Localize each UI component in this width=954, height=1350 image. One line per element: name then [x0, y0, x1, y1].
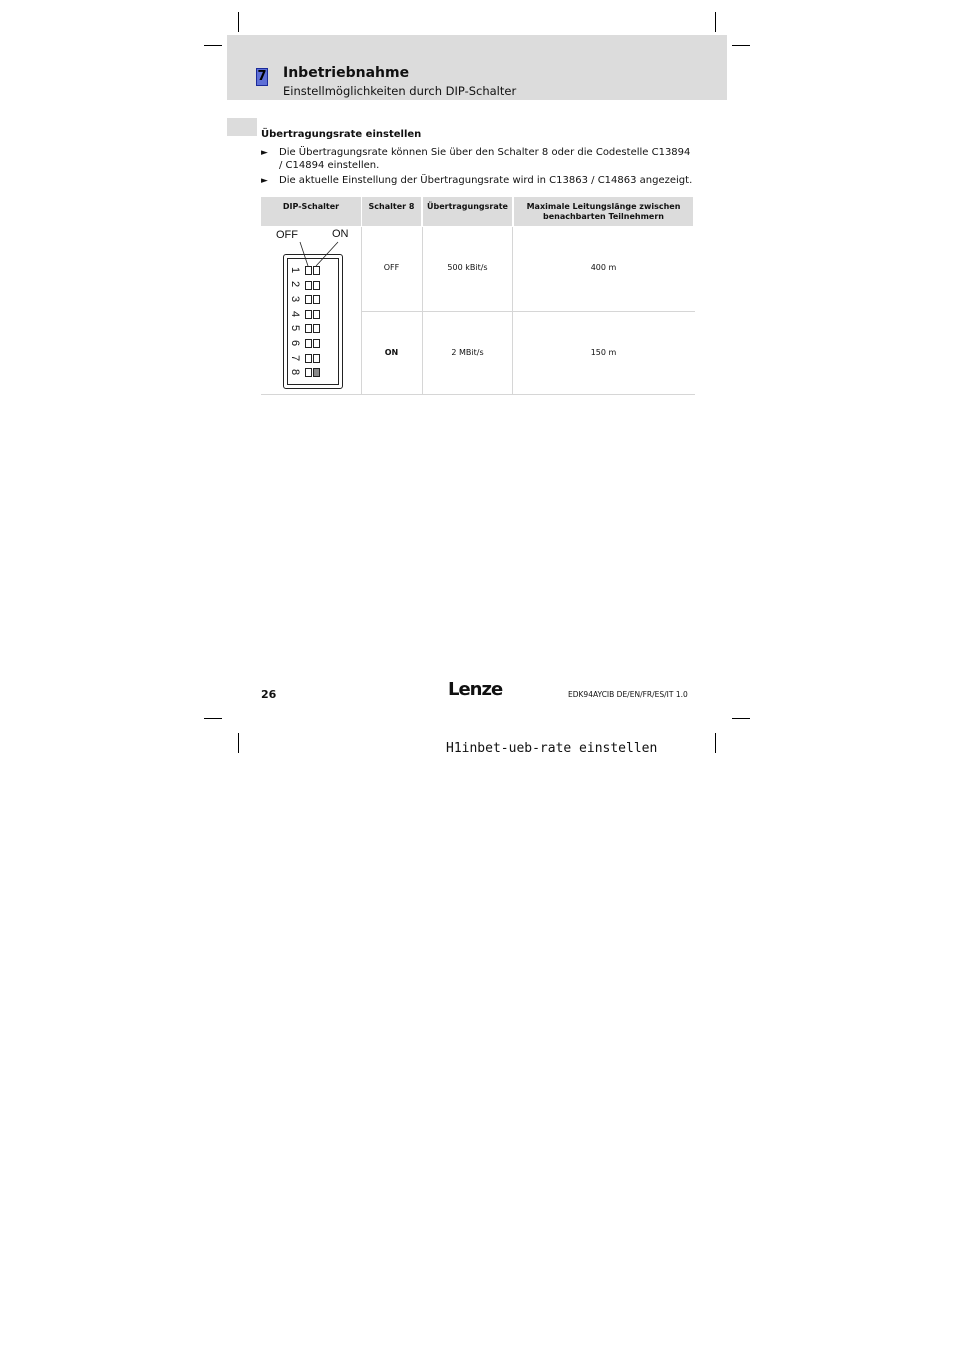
table-cell: 2 MBit/s	[451, 348, 484, 357]
crop-mark	[204, 45, 222, 46]
chapter-title: Inbetriebnahme	[283, 65, 410, 81]
table-divider	[362, 311, 695, 312]
table-divider	[261, 394, 695, 395]
dip-on-label: ON	[332, 228, 349, 240]
table-cell: 400 m	[590, 263, 617, 272]
dip-number: 3	[289, 295, 301, 303]
dip-switch-8-on	[313, 368, 320, 377]
footer-caption: H1inbet-ueb-rate einstellen	[446, 741, 658, 756]
dip-number: 8	[289, 368, 301, 376]
dip-switch-3-off	[305, 295, 312, 304]
dip-switch-8-off	[305, 368, 312, 377]
dip-switch-5-off	[305, 324, 312, 333]
table-header-laenge: Maximale Leitungslänge zwischen benachbarten Teilnehmern	[514, 197, 693, 226]
dip-number: 4	[289, 310, 301, 318]
dip-switch-1-off	[305, 266, 312, 275]
dip-number: 5	[289, 324, 301, 332]
table-header-schalter8: Schalter 8	[362, 197, 421, 226]
page-number: 26	[261, 688, 277, 701]
dip-switch-7-off	[305, 354, 312, 363]
lenze-logo: Lenze	[448, 679, 503, 700]
dip-switch-4-off	[305, 310, 312, 319]
crop-mark	[715, 733, 716, 753]
crop-mark	[715, 12, 716, 32]
dip-switch-2-on	[313, 281, 320, 290]
dip-number: 1	[289, 266, 301, 274]
table-header-rate: Übertragungsrate	[423, 197, 512, 226]
crop-mark	[238, 12, 239, 32]
dip-switch-7-on	[313, 354, 320, 363]
table-header-dip: DIP-Schalter	[261, 197, 361, 226]
crop-mark	[732, 45, 750, 46]
table-cell: 150 m	[590, 348, 617, 357]
dip-switch-3-on	[313, 295, 320, 304]
dip-switch-5-on	[313, 324, 320, 333]
bullet-marker-icon: ►	[261, 176, 268, 186]
table-cell: OFF	[383, 263, 400, 272]
dip-off-label: OFF	[276, 229, 298, 241]
dip-number: 2	[289, 280, 301, 288]
dip-switch-4-on	[313, 310, 320, 319]
table-cell: 500 kBit/s	[447, 263, 488, 272]
dip-switch-6-on	[313, 339, 320, 348]
crop-mark	[238, 733, 239, 753]
document-code: EDK94AYCIB DE/EN/FR/ES/IT 1.0	[568, 690, 688, 699]
chapter-subtitle: Einstellmöglichkeiten durch DIP-Schalter	[283, 84, 517, 98]
dip-switch-2-off	[305, 281, 312, 290]
dip-switch-6-off	[305, 339, 312, 348]
side-tab	[227, 118, 257, 136]
bullet-marker-icon: ►	[261, 148, 268, 158]
crop-mark	[204, 718, 222, 719]
dip-switch-1-on	[313, 266, 320, 275]
dip-number: 7	[289, 354, 301, 362]
section-title: Übertragungsrate einstellen	[261, 129, 422, 140]
table-cell: ON	[384, 348, 399, 357]
crop-mark	[732, 718, 750, 719]
dip-number: 6	[289, 339, 301, 347]
chapter-number: 7	[257, 69, 267, 84]
